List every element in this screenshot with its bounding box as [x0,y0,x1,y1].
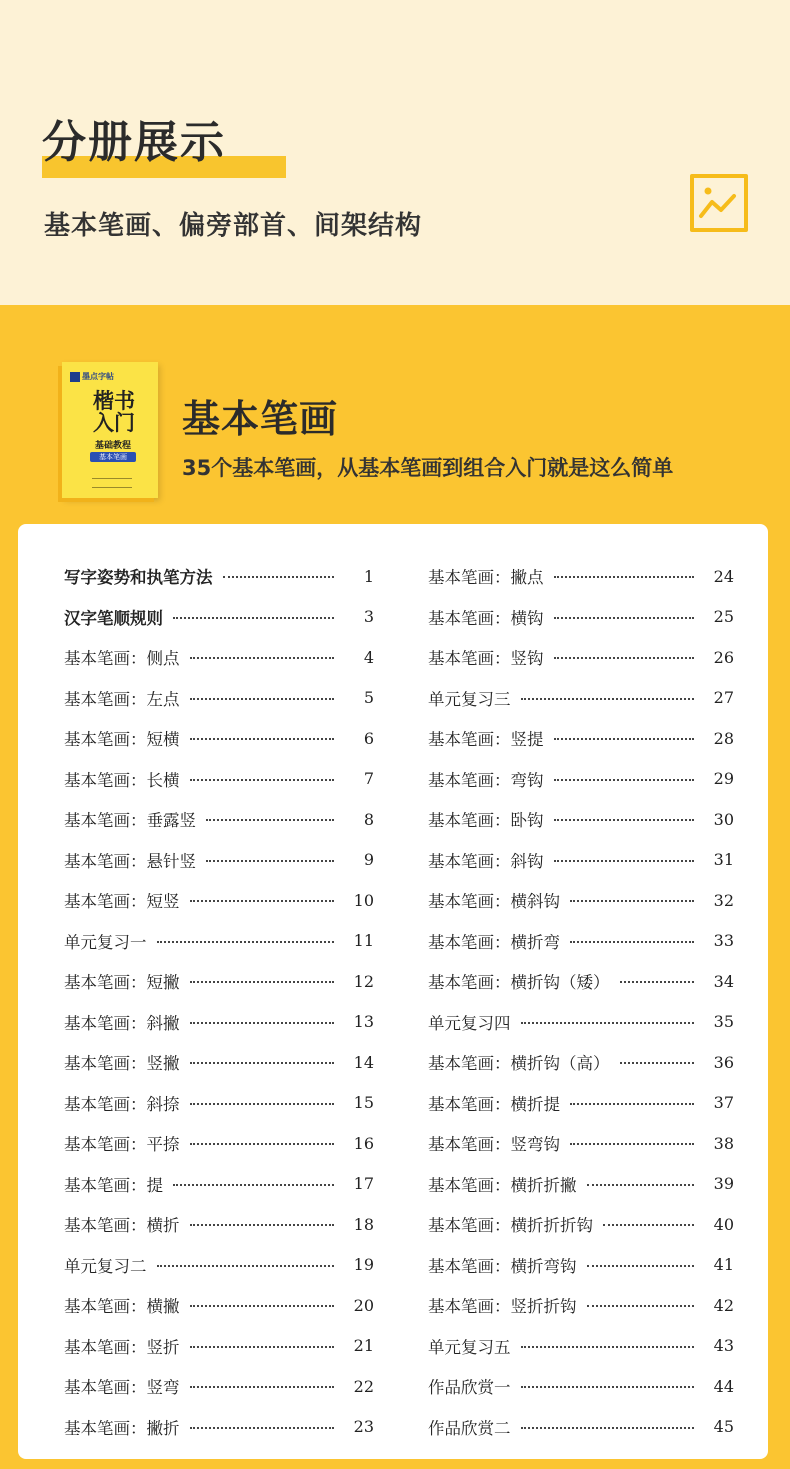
toc-row [64,921,374,962]
toc-entry-label: 基本笔画：横折 [64,1216,180,1236]
toc-entry-label: 基本笔画：斜撇 [64,1013,180,1033]
toc-page-number: 31 [713,850,734,870]
book-cover [62,362,158,498]
toc-leader-dots [206,819,334,821]
toc-page-number: 18 [353,1214,374,1234]
header-panel [0,0,790,305]
toc-row [64,637,374,678]
brand-logo-icon [70,372,80,382]
toc-leader-dots [521,1427,695,1429]
toc-leader-dots [603,1224,694,1226]
toc-page-number: 28 [713,728,734,748]
toc-entry-label: 基本笔画：竖折 [64,1337,180,1357]
toc-leader-dots [190,1224,335,1226]
toc-entry-label: 单元复习一 [64,932,147,952]
toc-entry-label: 基本笔画：竖折折钩 [428,1297,577,1317]
toc-page-number: 24 [713,566,734,586]
toc-entry-label: 基本笔画：弯钩 [428,770,544,790]
toc-card [18,524,768,1459]
toc-leader-dots [173,617,334,619]
toc-row [64,597,374,638]
toc-page-number: 10 [353,890,374,910]
toc-page-number: 15 [353,1093,374,1113]
toc-page-number: 43 [713,1336,734,1356]
toc-leader-dots [554,738,695,740]
toc-entry-label: 基本笔画：垂露竖 [64,811,196,831]
toc-row [428,1366,734,1407]
toc-page-number: 14 [353,1052,374,1072]
toc-entry-label: 基本笔画：竖弯 [64,1378,180,1398]
toc-entry-label: 基本笔画：竖提 [428,730,544,750]
toc-page-number: 41 [713,1255,734,1275]
toc-entry-label: 基本笔画：侧点 [64,649,180,669]
toc-leader-dots [521,1386,695,1388]
toc-page-number: 19 [353,1255,374,1275]
toc-page-number: 30 [713,809,734,829]
toc-leader-dots [587,1184,695,1186]
toc-entry-label: 基本笔画：竖钩 [428,649,544,669]
toc-page-number: 12 [353,971,374,991]
toc-row [428,597,734,638]
toc-leader-dots [587,1305,695,1307]
toc-row [428,1002,734,1043]
toc-leader-dots [570,900,694,902]
toc-page-number: 17 [353,1174,374,1194]
toc-entry-label: 基本笔画：提 [64,1175,163,1195]
book-publisher-mark [92,478,132,488]
book-tag: 基本笔画 [90,452,136,462]
toc-row [64,1123,374,1164]
toc-entry-label: 基本笔画：平捺 [64,1135,180,1155]
toc-entry-label: 基本笔画：横折钩（高） [428,1054,610,1074]
toc-row [428,759,734,800]
toc-entry-label: 作品欣赏二 [428,1418,511,1438]
toc-entry-label: 汉字笔顺规则 [64,608,163,628]
toc-leader-dots [190,1346,335,1348]
toc-leader-dots [554,860,695,862]
toc-page-number: 5 [363,688,374,708]
toc-leader-dots [190,1427,335,1429]
toc-leader-dots [554,819,695,821]
toc-leader-dots [173,1184,334,1186]
toc-leader-dots [190,981,335,983]
toc-page-number: 23 [353,1417,374,1437]
toc-entry-label: 作品欣赏一 [428,1378,511,1398]
toc-row [428,799,734,840]
book-brand: 墨点字帖 [70,371,114,383]
toc-page-number: 42 [713,1295,734,1315]
toc-row [64,1245,374,1286]
toc-entry-label: 基本笔画：竖撇 [64,1054,180,1074]
toc-page-number: 36 [713,1052,734,1072]
toc-entry-label: 单元复习二 [64,1256,147,1276]
toc-page-number: 7 [363,769,374,789]
toc-page-number: 45 [713,1417,734,1437]
toc-page-number: 39 [713,1174,734,1194]
toc-page-number: 9 [363,850,374,870]
toc-row [428,556,734,597]
toc-page-number: 20 [353,1295,374,1315]
toc-page-number: 6 [363,728,374,748]
toc-leader-dots [190,1062,335,1064]
toc-leader-dots [554,779,695,781]
toc-entry-label: 单元复习五 [428,1337,511,1357]
toc-leader-dots [570,1103,694,1105]
toc-entry-label: 基本笔画：横折弯钩 [428,1256,577,1276]
section-title: 基本笔画 [182,397,339,441]
toc-entry-label: 基本笔画：横撇 [64,1297,180,1317]
toc-entry-label: 单元复习三 [428,689,511,709]
page-subtitle: 基本笔画、偏旁部首、间架结构 [44,211,423,241]
toc-page-number: 26 [713,647,734,667]
toc-row [428,921,734,962]
toc-entry-label: 基本笔画：横折折撇 [428,1175,577,1195]
toc-row [428,1245,734,1286]
toc-entry-label: 基本笔画：横折弯 [428,932,560,952]
toc-leader-dots [190,738,335,740]
toc-row [64,840,374,881]
toc-entry-label: 基本笔画：左点 [64,689,180,709]
toc-entry-label: 基本笔画：短竖 [64,892,180,912]
toc-leader-dots [190,779,335,781]
toc-row [64,718,374,759]
toc-row [64,799,374,840]
toc-entry-label: 基本笔画：短横 [64,730,180,750]
book-title: 楷书 入门 [93,389,135,435]
toc-page-number: 27 [713,688,734,708]
toc-leader-dots [521,1346,695,1348]
toc-entry-label: 基本笔画：竖弯钩 [428,1135,560,1155]
toc-row [428,1407,734,1448]
toc-page-number: 35 [713,1012,734,1032]
toc-row [64,1326,374,1367]
toc-row [64,759,374,800]
toc-row [428,961,734,1002]
toc-row [64,556,374,597]
toc-entry-label: 基本笔画：横折钩（矮） [428,973,610,993]
toc-row [64,1083,374,1124]
toc-leader-dots [190,698,335,700]
section-description: 35个基本笔画，从基本笔画到组合入门就是这么简单 [182,456,674,480]
toc-leader-dots [570,1143,694,1145]
toc-row [428,840,734,881]
toc-entry-label: 基本笔画：长横 [64,770,180,790]
toc-leader-dots [620,1062,695,1064]
toc-row [64,880,374,921]
toc-leader-dots [521,698,695,700]
toc-row [64,1285,374,1326]
toc-entry-label: 基本笔画：卧钩 [428,811,544,831]
toc-row [64,678,374,719]
toc-leader-dots [190,1022,335,1024]
toc-entry-label: 基本笔画：斜捺 [64,1094,180,1114]
toc-leader-dots [206,860,334,862]
toc-leader-dots [587,1265,695,1267]
toc-page-number: 44 [713,1376,734,1396]
toc-row [428,718,734,759]
toc-entry-label: 基本笔画：斜钩 [428,851,544,871]
toc-row [428,1326,734,1367]
toc-leader-dots [190,1386,335,1388]
toc-leader-dots [190,900,335,902]
toc-entry-label: 基本笔画：撇折 [64,1418,180,1438]
toc-entry-label: 基本笔画：撇点 [428,568,544,588]
toc-page-number: 29 [713,769,734,789]
toc-page-number: 25 [713,607,734,627]
toc-row [428,1123,734,1164]
toc-page-number: 8 [363,809,374,829]
toc-page-number: 33 [713,931,734,951]
toc-leader-dots [157,941,335,943]
toc-row [64,961,374,1002]
toc-page-number: 3 [363,607,374,627]
toc-page-number: 21 [353,1336,374,1356]
toc-page-number: 37 [713,1093,734,1113]
toc-entry-label: 基本笔画：横斜钩 [428,892,560,912]
toc-page-number: 1 [363,566,374,586]
toc-row [64,1204,374,1245]
book-subtitle: 基础教程 [94,441,131,451]
toc-row [428,1042,734,1083]
toc-page-number: 22 [353,1376,374,1396]
toc-row [64,1407,374,1448]
toc-page-number: 32 [713,890,734,910]
toc-entry-label: 单元复习四 [428,1013,511,1033]
toc-leader-dots [223,576,335,578]
toc-row [64,1042,374,1083]
toc-leader-dots [190,657,335,659]
toc-entry-label: 写字姿势和执笔方法 [64,568,213,588]
toc-leader-dots [554,617,695,619]
toc-entry-label: 基本笔画：横折提 [428,1094,560,1114]
toc-leader-dots [620,981,695,983]
toc-column-left [64,556,374,1447]
toc-row [64,1164,374,1205]
image-icon [690,174,748,232]
toc-leader-dots [190,1103,335,1105]
toc-leader-dots [554,576,695,578]
toc-entry-label: 基本笔画：短撇 [64,973,180,993]
toc-leader-dots [521,1022,695,1024]
toc-page-number: 40 [713,1214,734,1234]
toc-row [64,1366,374,1407]
toc-leader-dots [554,657,695,659]
toc-page-number: 13 [353,1012,374,1032]
toc-page-number: 34 [713,971,734,991]
title-block [42,110,226,176]
toc-row [64,1002,374,1043]
toc-row [428,637,734,678]
toc-page-number: 38 [713,1133,734,1153]
toc-leader-dots [570,941,694,943]
toc-column-right [428,556,734,1447]
toc-row [428,1083,734,1124]
toc-row [428,880,734,921]
toc-entry-label: 基本笔画：悬针竖 [64,851,196,871]
toc-row [428,1164,734,1205]
toc-leader-dots [157,1265,335,1267]
toc-page-number: 11 [353,931,374,951]
toc-page-number: 4 [363,647,374,667]
page-title: 分册展示 [42,117,226,168]
toc-page-number: 16 [353,1133,374,1153]
toc-row [428,1204,734,1245]
toc-leader-dots [190,1305,335,1307]
toc-row [428,678,734,719]
toc-entry-label: 基本笔画：横折折折钩 [428,1216,593,1236]
toc-leader-dots [190,1143,335,1145]
toc-row [428,1285,734,1326]
toc-entry-label: 基本笔画：横钩 [428,608,544,628]
